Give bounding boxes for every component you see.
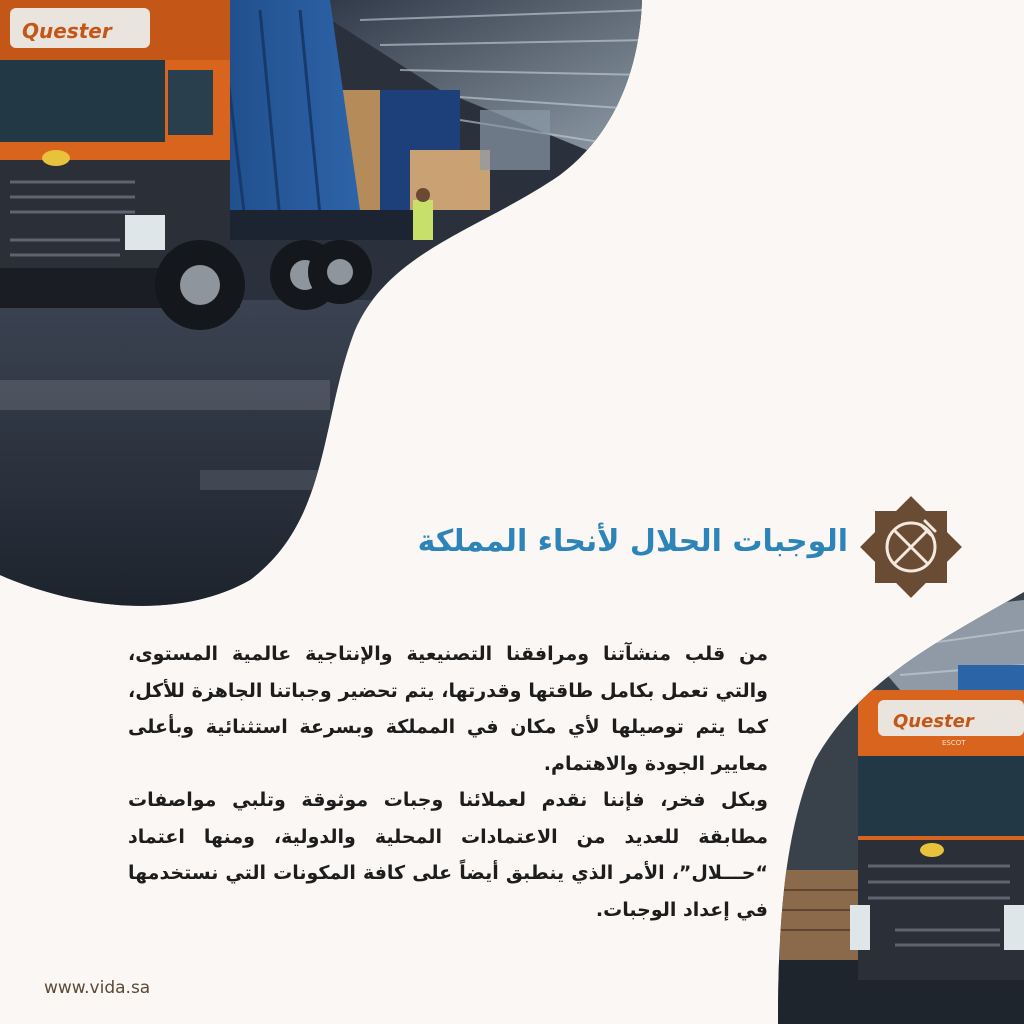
body-text (128, 636, 768, 928)
truck-front-photo (760, 580, 1024, 1024)
truck-brand-bottom: Quester (893, 711, 974, 732)
page-title: الوجبات الحلال لأنحاء المملكة (417, 524, 848, 559)
paragraph-2: وبكل فخر، فإننا نقدم لعملائنا وجبات موثوقة وتلبي مواصفات مطابقة للعديد من الاعتمادات المحلية والدولية، ومنها اعتماد “حـــلال”، الأمر الذي ينطبق أيضاً على كافة المكونات التي نستخدمها في إعداد الوجبات. (128, 789, 768, 921)
truck-sub-bottom: ESCOT (942, 739, 966, 747)
truck-brand-top: Quester (22, 19, 112, 43)
website-link[interactable]: www.vida.sa (44, 978, 151, 998)
utensils-plate-icon (856, 492, 966, 602)
paragraph-1: من قلب منشآتنا ومرافقنا التصنيعية والإنتاجية عالمية المستوى، والتي تعمل بكامل طاقتها وقدرتها، يتم تحضير وجباتنا الجاهزة للأكل، كما يتم توصيلها لأي مكان في المملكة وبسرعة استثنائية وبأعلى معايير الجودة والاهتمام. (128, 643, 768, 775)
